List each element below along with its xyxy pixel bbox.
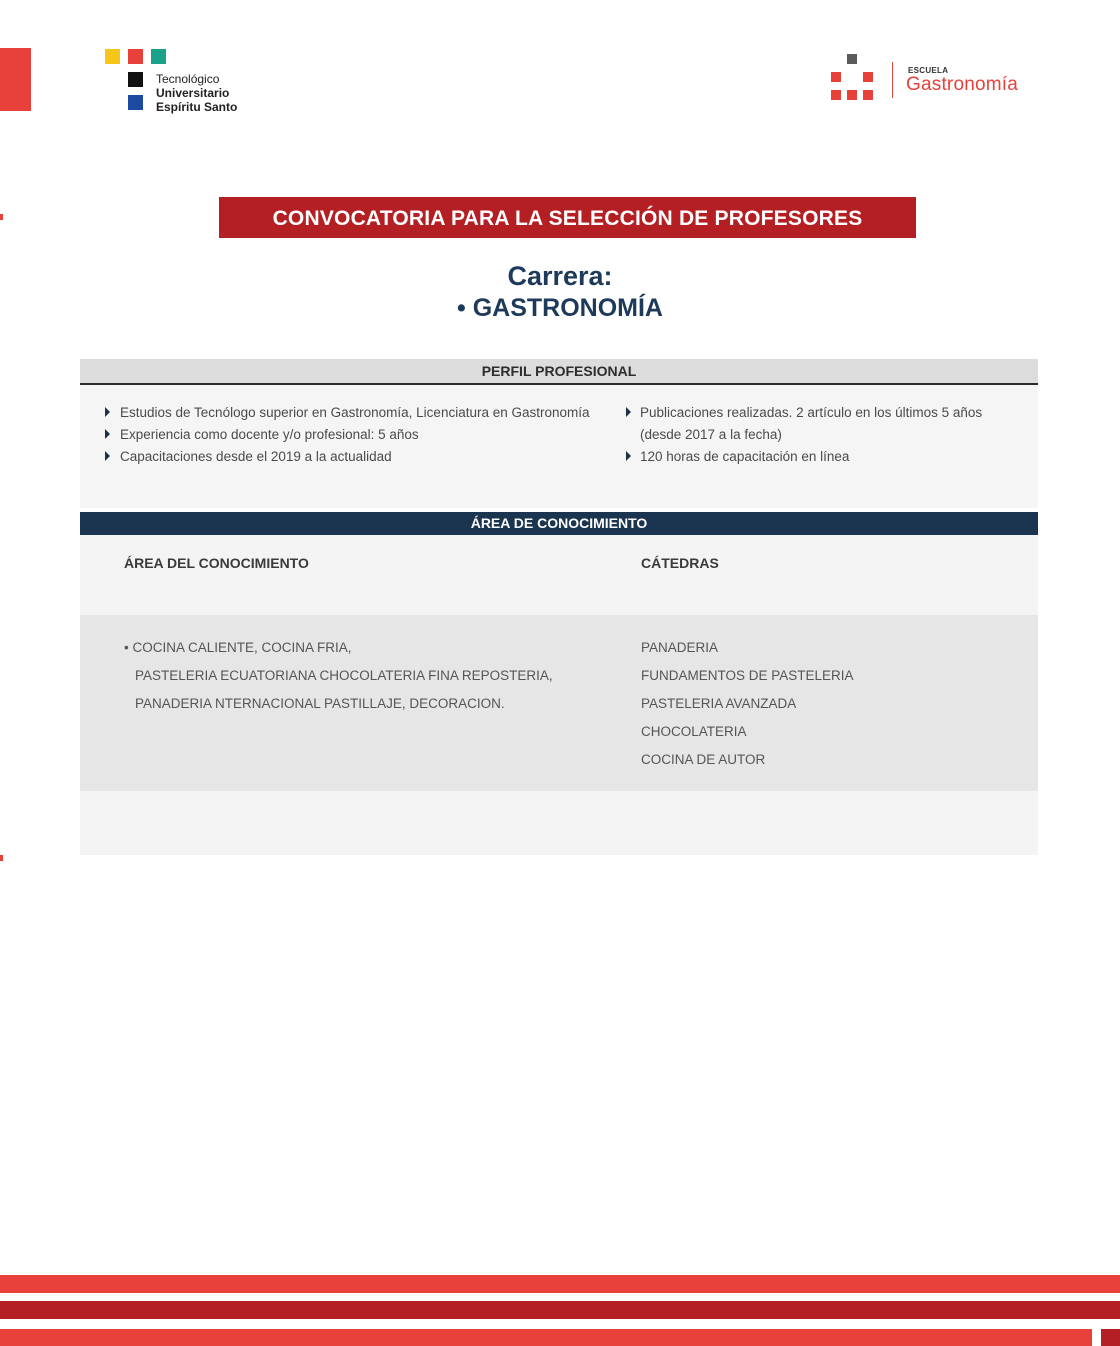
perfil-right-item: 120 horas de capacitación en línea: [640, 449, 850, 464]
bullet-arrow-icon: [105, 451, 110, 461]
left-accent-tick: [0, 214, 3, 220]
logo-square-black: [128, 72, 143, 87]
catedra-item: CHOCOLATERIA: [641, 724, 747, 739]
ites-line-2: Universitario: [156, 86, 230, 100]
perfil-body: [80, 385, 1038, 508]
logo-square-red: [128, 49, 143, 64]
area-footer-band: [80, 791, 1038, 855]
bullet-arrow-icon: [626, 407, 631, 417]
ites-logo-text: [156, 72, 237, 114]
left-accent-tick: [0, 855, 3, 861]
area-column-headers: [80, 535, 1038, 615]
catedra-item: PASTELERIA AVANZADA: [641, 696, 797, 711]
catedra-item: PANADERIA: [641, 640, 719, 655]
logo-escuela-label: ESCUELA: [908, 66, 949, 75]
area-col2-header: CÁTEDRAS: [641, 555, 719, 571]
logo-square-blue: [128, 95, 143, 110]
logo-square-yellow: [105, 49, 120, 64]
logo-gastronomia-name: Gastronomía: [906, 74, 1019, 95]
logo-square-red: [863, 90, 873, 100]
footer-stripe: [0, 1275, 1120, 1293]
logo-square-green: [151, 49, 166, 64]
left-accent-bar: [0, 48, 31, 111]
perfil-right-item: (desde 2017 a la fecha): [640, 427, 782, 442]
perfil-left-item: Capacitaciones desde el 2019 a la actualidad: [120, 449, 392, 464]
ites-line-3: Espíritu Santo: [156, 100, 238, 114]
catedra-item: COCINA DE AUTOR: [641, 752, 766, 767]
logo-divider: [892, 62, 893, 98]
logo-square-red: [831, 90, 841, 100]
ites-line-1: Tecnológico: [156, 72, 220, 86]
bullet-arrow-icon: [105, 429, 110, 439]
logo-square-red: [847, 90, 857, 100]
carrera-value: • GASTRONOMÍA: [457, 294, 663, 322]
footer-stripe: [0, 1301, 1120, 1319]
catedra-item: FUNDAMENTOS DE PASTELERIA: [641, 668, 854, 683]
logo-square-red: [831, 72, 841, 82]
area-table-body: [80, 615, 1038, 791]
knowledge-line: PASTELERIA ECUATORIANA CHOCOLATERIA FINA REPOSTERIA,: [135, 668, 553, 683]
carrera-label: Carrera:: [507, 261, 613, 291]
perfil-heading: PERFIL PROFESIONAL: [80, 359, 1038, 385]
perfil-left-item: Experiencia como docente y/o profesional: 5 años: [120, 427, 419, 442]
area-heading: ÁREA DE CONOCIMIENTO: [80, 512, 1038, 535]
page-title: CONVOCATORIA PARA LA SELECCIÓN DE PROFESORES: [219, 197, 916, 238]
knowledge-line: PANADERIA NTERNACIONAL PASTILLAJE, DECORACION.: [135, 696, 505, 711]
footer-stripe: [0, 1329, 1092, 1346]
area-col1-header: ÁREA DEL CONOCIMIENTO: [124, 555, 309, 571]
logo-square-gray: [847, 54, 857, 64]
logo-square-red: [863, 72, 873, 82]
perfil-left-item: Estudios de Tecnólogo superior en Gastronomía, Licenciatura en Gastronomía: [120, 405, 590, 420]
knowledge-line: • COCINA CALIENTE, COCINA FRIA,: [124, 640, 352, 655]
perfil-right-item: Publicaciones realizadas. 2 artículo en los últimos 5 años: [640, 405, 983, 420]
footer-stripe-end: [1101, 1329, 1120, 1346]
bullet-arrow-icon: [105, 407, 110, 417]
bullet-arrow-icon: [626, 451, 631, 461]
